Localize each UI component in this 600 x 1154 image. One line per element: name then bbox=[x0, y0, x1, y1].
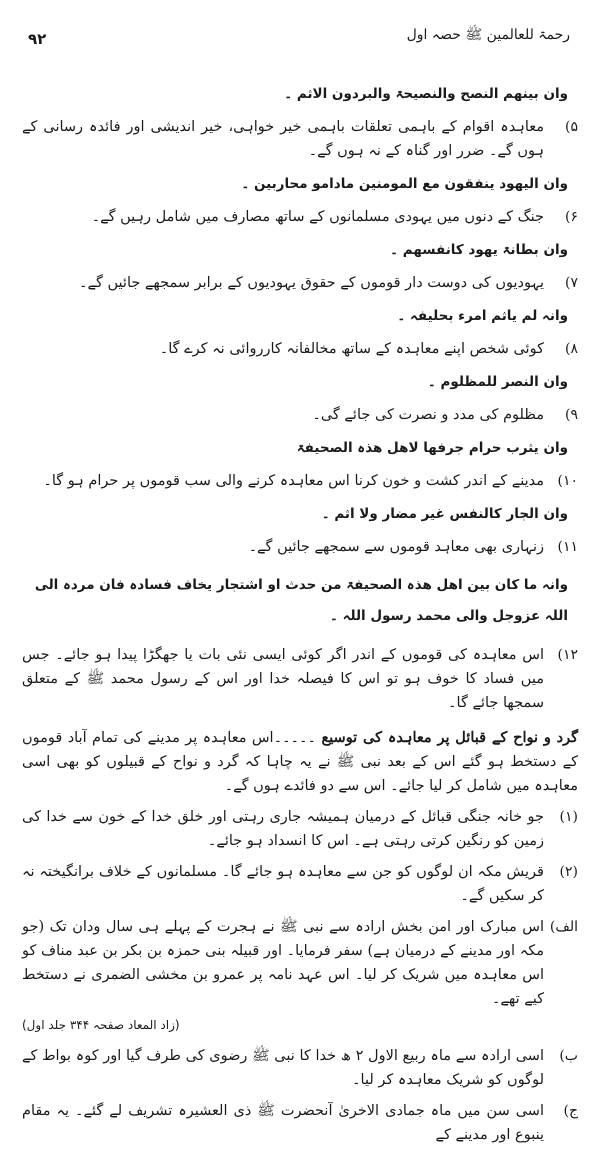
urdu-clause bbox=[22, 643, 578, 715]
clause-translation: مدینے کے اندر کشت و خون کرنا اس معاہدہ کرنے والی سب قوموں پر حرام ہو گا۔ bbox=[43, 473, 544, 489]
arabic-clause: وان بطانۃ یھود کانفسھم ۔ bbox=[390, 242, 568, 258]
clause-translation: یہودیوں کی دوست دار قوموں کے حقوق یہودیوں کے برابر سمجھے جائیں گے۔ bbox=[78, 275, 544, 291]
benefit-number: (۱) bbox=[559, 809, 578, 825]
event-text bbox=[22, 915, 544, 1037]
benefit-item bbox=[22, 860, 578, 908]
event-body: اس مبارک اور امن بخش ارادہ سے نبی ﷺ نے ہجرت کے پہلے ہی سال ودان تک (جو مکہ اور مدینے کے درمیان ہے) سفر فرمایا۔ اور قبیلہ بنی حمزہ بن بکر بن عبد مناف کو اس معاہدہ میں شریک کر لیا۔ اس عہد نامہ پر عمرو بن مخشی الضمری نے دستخط کیے تھے۔ bbox=[22, 919, 544, 1007]
event-label: الف) bbox=[549, 919, 578, 935]
urdu-clause bbox=[22, 205, 578, 229]
clause-number: ۱۰) bbox=[557, 473, 578, 489]
clause-number: ۱۱) bbox=[557, 539, 578, 555]
event-item bbox=[22, 915, 578, 1037]
clause-translation: جنگ کے دنوں میں یہودی مسلمانوں کے ساتھ مصارف میں شامل رہیں گے۔ bbox=[91, 209, 544, 225]
clause-number: ۶) bbox=[565, 209, 578, 225]
clause-number: ۷) bbox=[565, 275, 578, 291]
clause-number: ۸) bbox=[565, 341, 578, 357]
clause-translation: کوئی شخص اپنے معاہدہ کے ساتھ مخالفانہ کارروائی نہ کرے گا۔ bbox=[159, 341, 544, 357]
urdu-clause bbox=[22, 469, 578, 493]
reference-note: (زاد المعاد صفحہ ۳۴۴ جلد اول) bbox=[22, 1018, 180, 1032]
running-title: رحمۃ للعالمین ﷺ حصہ اول bbox=[406, 27, 570, 43]
benefit-text: قریش مکہ ان لوگوں کو جن سے معاہدہ ہو جائے گا۔ مسلمانوں کے خلاف برانگیختہ نہ کر سکیں گے۔ bbox=[22, 864, 544, 904]
arabic-clause: وان الجار کالنفس غیر مضار ولا اثم ۔ bbox=[321, 506, 568, 522]
urdu-clause bbox=[22, 403, 578, 427]
arabic-clause: وانہ ما کان بین اھل ھذہ الصحیفۃ من حدث او اشتجار یخاف فسادہ فان مردہ الی اللہ عزوجل والی محمد رسول اللہ ۔ bbox=[34, 577, 568, 624]
event-label: ج) bbox=[563, 1103, 578, 1119]
section-heading: گرد و نواح کے قبائل پر معاہدہ کی توسیع bbox=[321, 729, 579, 746]
urdu-clause bbox=[22, 337, 578, 361]
page-body bbox=[22, 84, 578, 1154]
page-header bbox=[0, 0, 600, 48]
clause-number: ۹) bbox=[565, 407, 578, 423]
arabic-clause: وان النصر للمظلوم ۔ bbox=[427, 374, 568, 390]
arabic-clause: وانہ لم یاثم امرء بحلیفہ ۔ bbox=[397, 308, 568, 324]
urdu-clause bbox=[22, 271, 578, 295]
event-text: اسی ارادہ سے ماہ ربیع الاول ۲ ھ خدا کا نبی ﷺ رضوی کی طرف گیا اور کوہ بواط کے لوگوں کو شریک معاہدہ کر لیا۔ bbox=[22, 1048, 544, 1088]
clause-translation: اس معاہدہ کی قوموں کے اندر اگر کوئی ایسی نئی بات یا جھگڑا پیدا ہو جائے۔ جس میں فساد کا خوف ہو تو اس کا فیصلہ خدا اور اس کے رسول محمد ﷺ کے متعلق سمجھا جائے گا۔ bbox=[22, 647, 544, 711]
clause-translation: مظلوم کی مدد و نصرت کی جائے گی۔ bbox=[312, 407, 544, 423]
event-text: اسی سن میں ماہ جمادی الاخریٰ آنحضرت ﷺ ذی العشیرہ تشریف لے گئے۔ یہ مقام ینبوع اور مدینے کے bbox=[22, 1103, 544, 1143]
arabic-clause: وان الیھود ینفقون مع المومنین مادامو محاربین ۔ bbox=[241, 176, 568, 192]
urdu-clause bbox=[22, 535, 578, 559]
benefit-item bbox=[22, 805, 578, 853]
benefit-number: (۲) bbox=[559, 864, 578, 880]
clause-translation: معاہدہ اقوام کے باہمی تعلقات باہمی خیر خواہی، خیر اندیشی اور فائدہ رسانی کے ہوں گے۔ ضرر اور گناہ کے نہ ہوں گے۔ bbox=[22, 119, 544, 159]
clause-number: ۵) bbox=[565, 119, 578, 135]
clause-number: ۱۲) bbox=[557, 647, 578, 663]
benefit-text: جو خانہ جنگی قبائل کے درمیان ہمیشہ جاری رہتی اور خلق خدا کے خون سے خدا کی زمین کو رنگین کرتی رہتی ہے۔ اس کا انسداد ہو جائے۔ bbox=[22, 809, 544, 849]
section-body: ۔۔۔۔۔اس معاہدہ پر مدینے کی تمام آباد قوموں کے دستخط ہو گئے اس کے بعد نبی ﷺ نے یہ چاہا کہ گرد و نواح کے قبیلوں کو بھی اسی معاہدہ میں شامل کر لیا جائے۔ اس سے دو فائدے ہوں گے۔ bbox=[22, 730, 578, 794]
page-number: ۹۲ bbox=[28, 30, 47, 48]
event-item bbox=[22, 1044, 578, 1092]
treaty-extension-section bbox=[22, 726, 578, 1147]
section-paragraph bbox=[22, 726, 578, 798]
event-item bbox=[22, 1099, 578, 1147]
event-label: ب) bbox=[559, 1048, 578, 1064]
arabic-clause: وان یثرب حرام جرفھا لاھل ھذہ الصحیفۃ bbox=[296, 440, 568, 456]
arabic-clause: وان بینھم النصح والنصیحۃ والبردون الاثم ۔ bbox=[284, 86, 568, 102]
urdu-clause bbox=[22, 115, 578, 163]
clause-translation: زنہاری بھی معاہد قوموں سے سمجھے جائیں گے۔ bbox=[248, 539, 544, 555]
